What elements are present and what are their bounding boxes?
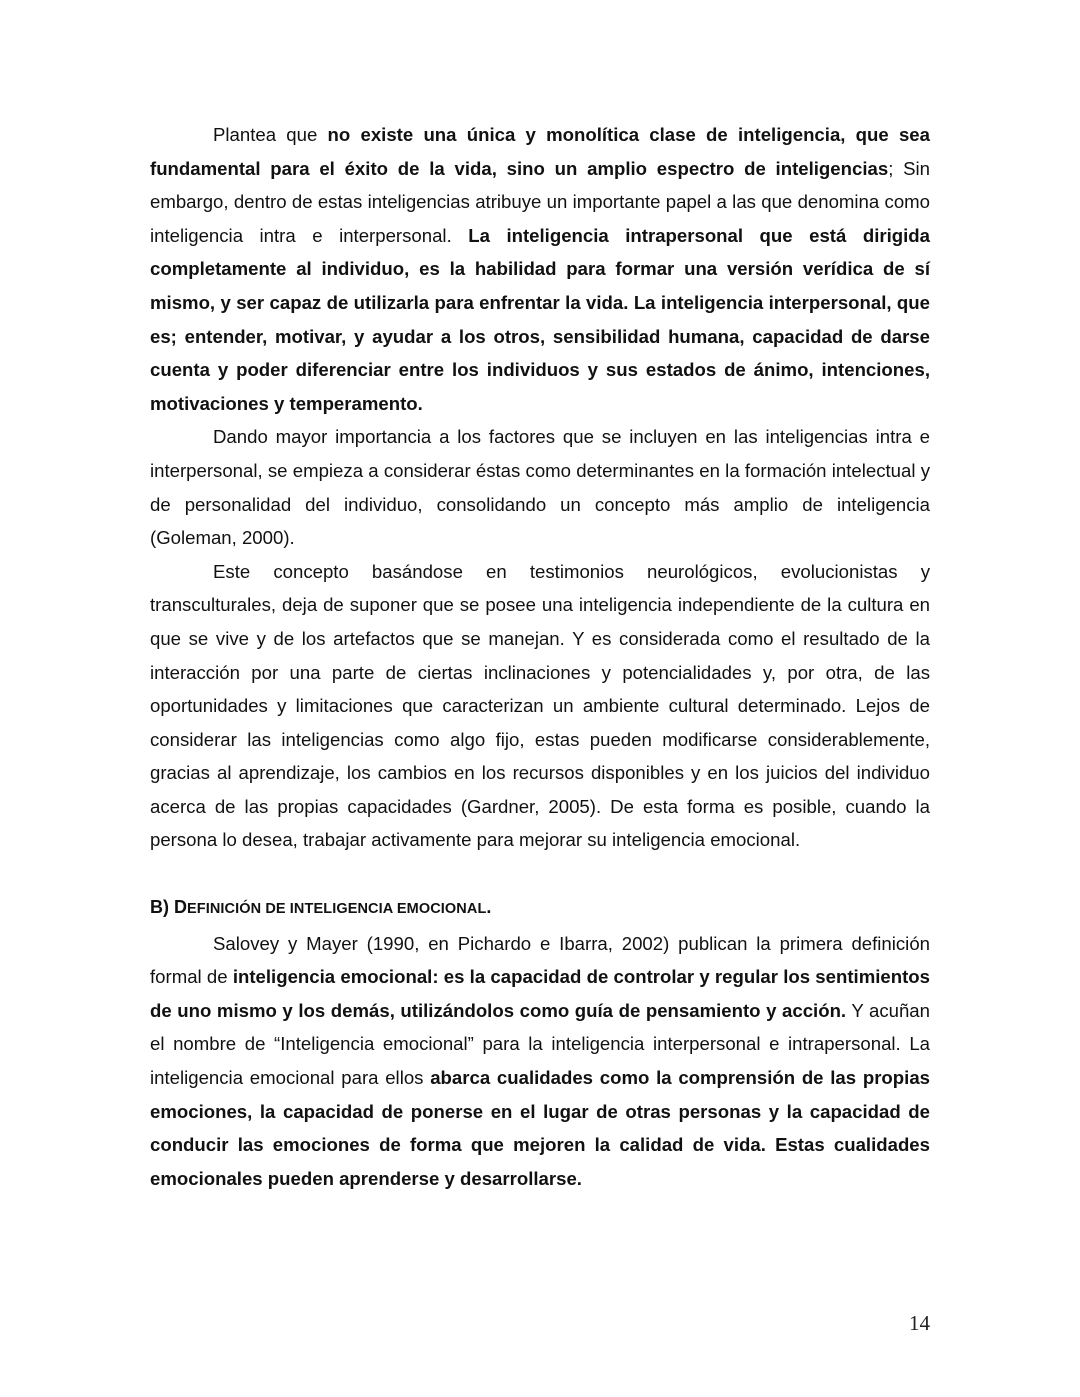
paragraph-text: Salovey y Mayer (1990, en Pichardo e Ibarra, 2002) publican la primera definición formal de <box>150 932 930 988</box>
paragraph-concept-gardner: Este concepto basándose en testimonios neurológicos, evolucionistas y transculturales, deja de suponer que se posee una inteligencia independiente de la cultura en que se vive y de los artefactos que se manejan. Y es considerada como el resultado de la interacción por una parte de ciertas inclinaciones y potencialidades y, por otra, de las oportunidades y limitaciones que caracterizan un ambiente cultural determinado. Lejos de considerar las inteligencias como algo fijo, estas pueden modificarse considerablemente, gracias al aprendizaje, los cambios en los recursos disponibles y en los juicios del individuo acerca de las propias capacidades (Gardner, 2005). De esta forma es posible, cuando la persona lo desea, trabajar activamente para mejorar su inteligencia emocional. <box>150 560 930 851</box>
paragraph-text: Y acuñan el nombre de “Inteligencia emocional” para la inteligencia interpersonal e intrapersonal. La inteligencia emocional para ellos <box>150 999 930 1089</box>
paragraph-importance-factors: Dando mayor importancia a los factores que se incluyen en las inteligencias intra e interpersonal, se empieza a considerar éstas como determinantes en la formación intelectual y de personalidad del individuo, consolidando un concepto más amplio de inteligencia (Goleman, 2000). <box>150 426 930 549</box>
paragraph-text: Plantea que <box>213 124 328 145</box>
page-number: 14 <box>909 1311 930 1335</box>
paragraph-definition <box>150 927 930 1196</box>
document-body <box>150 118 930 1195</box>
section-heading-suffix: . <box>486 897 492 918</box>
section-heading-prefix: B) D <box>150 897 187 918</box>
paragraph-intelligence-spectrum <box>150 118 930 420</box>
paragraph-bold-text: no existe una única y monolítica clase de inteligencia, que sea fundamental para el éxito de la vida, sino un amplio espectro de inteligencias <box>150 124 930 179</box>
section-heading <box>150 891 930 927</box>
paragraph-bold-text: La inteligencia intrapersonal que está dirigida completamente al individuo, es la habilidad para formar una versión verídica de sí mismo, y ser capaz de utilizarla para enfrentar la vida. La inteligencia interpersonal, que es; entender, motivar, y ayudar a los otros, sensibilidad humana, capacidad de darse cuenta y poder diferenciar entre los individuos y sus estados de ánimo, intenciones, motivaciones y temperamento. <box>150 224 930 414</box>
paragraph-bold-text: inteligencia emocional: es la capacidad de controlar y regular los sentimientos de uno mismo y los demás, utilizándolos como guía de pensamiento y acción. <box>150 966 930 1021</box>
section-heading-smallcaps: EFINICIÓN DE INTELIGENCIA EMOCIONAL <box>187 901 487 918</box>
paragraph-text: ; Sin embargo, dentro de estas inteligencias atribuye un importante papel a las que denomina como inteligencia intra e interpersonal. <box>150 157 930 246</box>
paragraph-bold-text: abarca cualidades como la comprensión de las propias emociones, la capacidad de ponerse en el lugar de otras personas y la capacidad de conducir las emociones de forma que mejoren la calidad de vida. Estas cualidades emocionales pueden aprenderse y desarrollarse. <box>150 1067 930 1189</box>
